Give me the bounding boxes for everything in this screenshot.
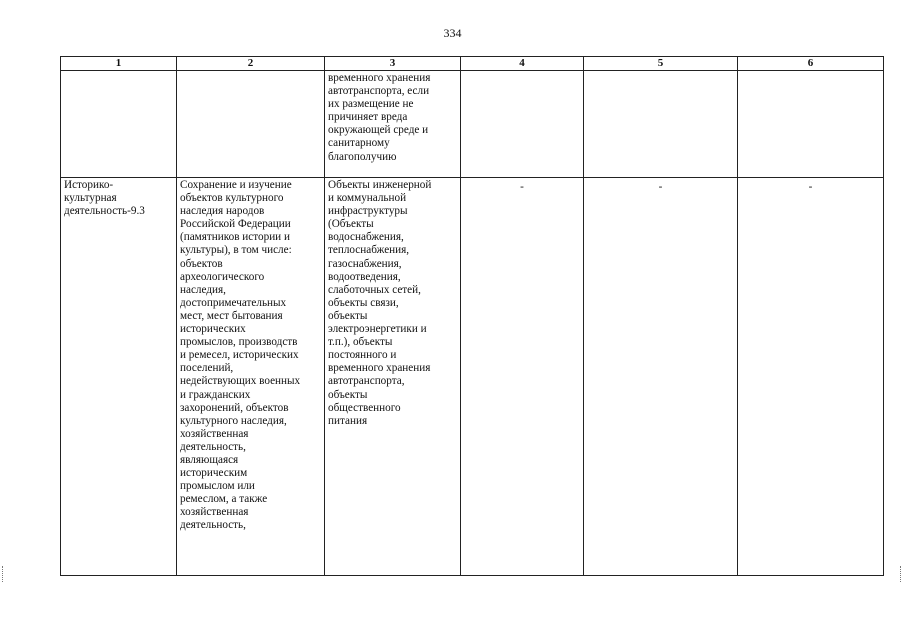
cell-col6: - [738, 178, 884, 576]
header-cell-3: 3 [325, 57, 461, 71]
cell-col6 [738, 71, 884, 178]
table-row-continuation [61, 71, 884, 178]
table-header-row [61, 57, 884, 71]
cell-col5 [584, 71, 738, 178]
page-number: 334 [443, 26, 462, 40]
header-cell-4: 4 [461, 57, 584, 71]
cell-description: Сохранение и изучение объектов культурного наследия народов Российской Федерации (памятников истории и культуры), в том числе: объектов археологического наследия, достопримечательных мест, мест бытования исторических промыслов, производств и ремесел, исторических поселений, недействующих военных и гражданских захоронений, объектов культурного наследия, хозяйственная деятельность, являющаяся историческим промыслом или ремеслом, а также хозяйственная деятельность, [177, 178, 325, 576]
header-cell-5: 5 [584, 57, 738, 71]
cell-land-use-type: Историко- культурная деятельность-9.3 [61, 178, 177, 576]
cell-land-use-type [61, 71, 177, 178]
cell-col5: - [584, 178, 738, 576]
table-row-historical-cultural [61, 178, 884, 576]
cell-col4: - [461, 178, 584, 576]
header-cell-6: 6 [738, 57, 884, 71]
cell-permitted-objects: Объекты инженерной и коммунальной инфраструктуры (Объекты водоснабжения, теплоснабжения, газоснабжения, водоотведения, слаботочных сетей, объекты связи, объекты электроэнергетики и т.п.), объекты постоянного и временного хранения автотранспорта, объекты общественного питания [325, 178, 461, 576]
header-cell-2: 2 [177, 57, 325, 71]
cell-description [177, 71, 325, 178]
land-use-table [60, 56, 884, 576]
cell-permitted-objects: временного хранения автотранспорта, если их размещение не причиняет вреда окружающей среде и санитарному благополучию [325, 71, 461, 178]
right-edge-mark [900, 566, 903, 582]
header-cell-1: 1 [61, 57, 177, 71]
cell-col4 [461, 71, 584, 178]
left-edge-mark [2, 566, 5, 582]
